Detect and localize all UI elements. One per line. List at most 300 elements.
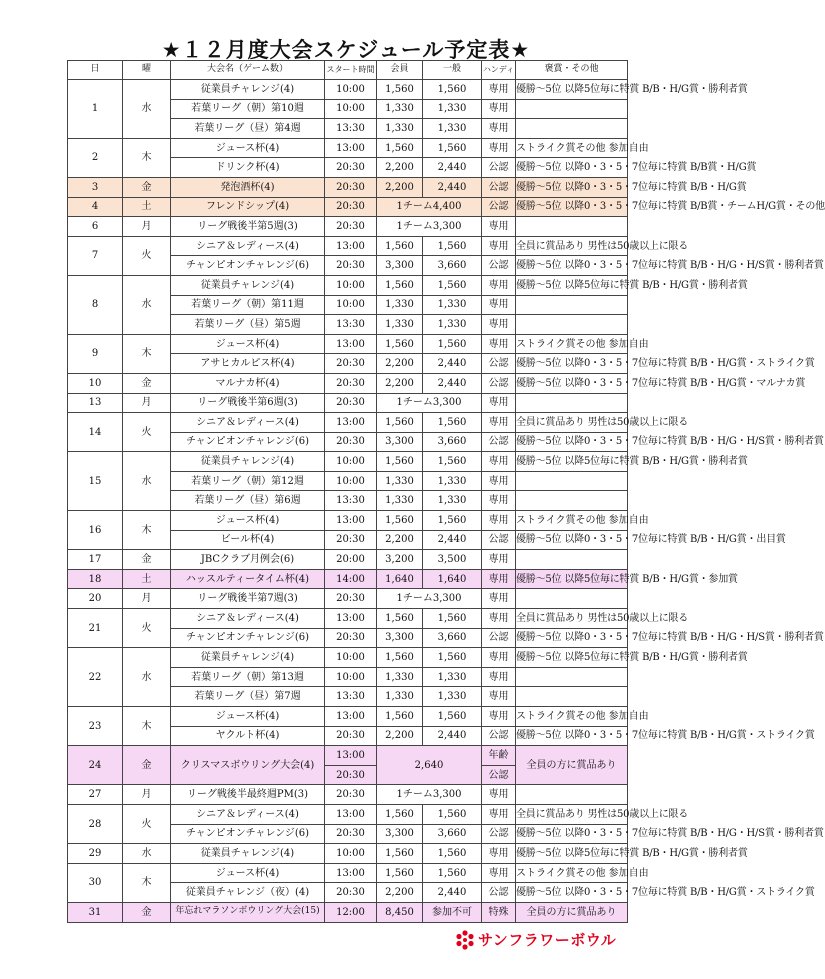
handicap: 公認 (482, 177, 516, 197)
table-row (68, 217, 628, 237)
weekday-cell: 水 (123, 844, 171, 864)
handicap: 専用 (482, 236, 516, 256)
event-name: シニア＆レディース(4) (171, 804, 325, 824)
event-name: JBCクラブ月例会(6) (171, 550, 325, 570)
general-fee: 1,330 (423, 687, 482, 707)
logo-text: サンフラワーボウル (478, 931, 617, 949)
handicap: 公認 (482, 256, 516, 276)
general-fee: 3,660 (423, 256, 482, 276)
member-fee: 1,560 (377, 413, 423, 433)
general-fee: 1,560 (423, 334, 482, 354)
prize: 優勝～5位 以降0・3・5・7位毎に特賞 B/B・H/G・H/S賞・勝利者賞 (516, 824, 628, 844)
general-fee: 1,330 (423, 471, 482, 491)
member-fee: 3,300 (377, 432, 423, 452)
day-cell: 20 (68, 589, 123, 609)
table-row (68, 569, 628, 589)
handicap: 専用 (482, 648, 516, 668)
prize: 優勝～5位 以降0・3・5・7位毎に特賞 B/B賞・H/G賞 (516, 158, 628, 178)
start-time: 20:30 (325, 726, 377, 746)
prize (516, 119, 628, 139)
day-cell: 16 (68, 511, 123, 550)
general-fee: 2,440 (423, 177, 482, 197)
member-fee: 1,560 (377, 804, 423, 824)
start-time: 10:00 (325, 844, 377, 864)
handicap: 専用 (482, 511, 516, 531)
prize: 優勝～5位 以降0・3・5・7位毎に特賞 B/B・H/G・H/S賞・勝利者賞 (516, 432, 628, 452)
table-row (68, 746, 628, 766)
handicap: 公認 (482, 354, 516, 374)
table-row (68, 236, 628, 256)
prize: 優勝～5位 以降0・3・5・7位毎に特賞 B/B・H/G賞・ストライク賞 (516, 883, 628, 903)
prize (516, 393, 628, 413)
weekday-cell: 木 (123, 707, 171, 746)
table-row (68, 511, 628, 531)
table-row (68, 707, 628, 727)
prize: 優勝～5位 以降0・3・5・7位毎に特賞 B/B・H/G賞・ストライク賞 (516, 726, 628, 746)
handicap: 専用 (482, 275, 516, 295)
day-cell: 6 (68, 217, 123, 237)
weekday-cell: 火 (123, 609, 171, 648)
prize (516, 99, 628, 119)
event-name: アサヒカルピス杯(4) (171, 354, 325, 374)
page-title: ★１２月度大会スケジュール予定表★ (161, 38, 531, 62)
weekday-cell: 火 (123, 413, 171, 452)
general-fee: 1,560 (423, 138, 482, 158)
event-name: リーグ戦後半第7週(3) (171, 589, 325, 609)
member-fee: 2,200 (377, 177, 423, 197)
day-cell: 10 (68, 373, 123, 393)
event-name: 発泡酒杯(4) (171, 177, 325, 197)
handicap: 専用 (482, 393, 516, 413)
start-time: 13:00 (325, 511, 377, 531)
weekday-cell: 火 (123, 236, 171, 275)
weekday-cell: 土 (123, 197, 171, 217)
sunflower-icon (455, 930, 475, 950)
handicap-2: 公認 (482, 765, 516, 785)
event-name: チャンピオンチャレンジ(6) (171, 628, 325, 648)
general-fee: 1,560 (423, 648, 482, 668)
prize: 全員に賞品あり 男性は50歳以上に限る (516, 804, 628, 824)
general-fee: 2,440 (423, 726, 482, 746)
general-fee: 1,560 (423, 452, 482, 472)
weekday-cell: 水 (123, 80, 171, 139)
handicap: 専用 (482, 550, 516, 570)
header-member: 会員 (377, 61, 423, 80)
start-time: 20:30 (325, 354, 377, 374)
handicap: 専用 (482, 589, 516, 609)
start-time: 13:00 (325, 804, 377, 824)
prize (516, 315, 628, 335)
general-fee: 2,440 (423, 354, 482, 374)
prize: 優勝～5位 以降0・3・5・7位毎に特賞 B/B・H/G・H/S賞・勝利者賞 (516, 628, 628, 648)
start-time: 13:30 (325, 119, 377, 139)
event-name: シニア＆レディース(4) (171, 609, 325, 629)
weekday-cell: 金 (123, 177, 171, 197)
start-time: 10:00 (325, 452, 377, 472)
prize: 全員に賞品あり 男性は50歳以上に限る (516, 413, 628, 433)
weekday-cell: 月 (123, 217, 171, 237)
day-cell: 24 (68, 746, 123, 785)
day-cell: 23 (68, 707, 123, 746)
start-time: 13:30 (325, 315, 377, 335)
start-time: 13:00 (325, 609, 377, 629)
prize: ストライク賞その他 参加自由 (516, 334, 628, 354)
general-fee: 1,330 (423, 99, 482, 119)
handicap: 年齢 (482, 746, 516, 766)
member-fee: 1,560 (377, 236, 423, 256)
start-time: 13:00 (325, 707, 377, 727)
handicap: 専用 (482, 80, 516, 100)
member-fee: 3,300 (377, 256, 423, 276)
general-fee: 1,560 (423, 609, 482, 629)
table-row (68, 648, 628, 668)
handicap: 公認 (482, 726, 516, 746)
event-name: 若葉リーグ（朝）第10週 (171, 99, 325, 119)
start-time: 13:00 (325, 863, 377, 883)
day-cell: 2 (68, 138, 123, 177)
table-row (68, 902, 628, 922)
weekday-cell: 月 (123, 393, 171, 413)
handicap: 専用 (482, 217, 516, 237)
handicap: 専用 (482, 334, 516, 354)
table-row (68, 413, 628, 433)
prize: 優勝～5位 以降0・3・5・7位毎に特賞 B/B賞・チームH/G賞・その他 (516, 197, 628, 217)
schedule-table (67, 60, 825, 923)
header-row (68, 61, 628, 80)
general-fee: 1,330 (423, 491, 482, 511)
general-fee: 1,330 (423, 667, 482, 687)
prize: 全員の方に賞品あり (516, 902, 628, 922)
start-time: 20:30 (325, 530, 377, 550)
general-fee: 1,330 (423, 119, 482, 139)
day-cell: 1 (68, 80, 123, 139)
member-fee: 1,330 (377, 471, 423, 491)
handicap: 専用 (482, 863, 516, 883)
start-time: 20:00 (325, 550, 377, 570)
start-time: 13:00 (325, 236, 377, 256)
day-cell: 8 (68, 275, 123, 334)
handicap: 専用 (482, 99, 516, 119)
prize: ストライク賞その他 参加自由 (516, 511, 628, 531)
event-name: 従業員チャレンジ(4) (171, 844, 325, 864)
prize (516, 687, 628, 707)
start-time: 10:00 (325, 471, 377, 491)
member-fee: 1,560 (377, 275, 423, 295)
start-time: 10:00 (325, 648, 377, 668)
event-name: ジュース杯(4) (171, 511, 325, 531)
member-fee: 3,300 (377, 628, 423, 648)
event-name: ジュース杯(4) (171, 863, 325, 883)
member-fee: 1,560 (377, 80, 423, 100)
event-name: リーグ戦後半第6週(3) (171, 393, 325, 413)
event-name: 若葉リーグ（朝）第11週 (171, 295, 325, 315)
start-time: 14:00 (325, 569, 377, 589)
start-time: 20:30 (325, 432, 377, 452)
member-fee: 1,560 (377, 609, 423, 629)
team-fee: 1チーム3,300 (377, 393, 482, 413)
general-fee: 1,560 (423, 511, 482, 531)
start-time: 13:30 (325, 687, 377, 707)
general-fee: 1,560 (423, 863, 482, 883)
day-cell: 7 (68, 236, 123, 275)
day-cell: 17 (68, 550, 123, 570)
event-name: 従業員チャレンジ（夜）(4) (171, 883, 325, 903)
weekday-cell: 木 (123, 334, 171, 373)
weekday-cell: 水 (123, 275, 171, 334)
general-fee: 1,330 (423, 295, 482, 315)
general-fee: 2,440 (423, 158, 482, 178)
handicap: 公認 (482, 373, 516, 393)
event-name: チャンピオンチャレンジ(6) (171, 432, 325, 452)
prize (516, 550, 628, 570)
prize (516, 667, 628, 687)
general-fee: 3,660 (423, 824, 482, 844)
table-row (68, 197, 628, 217)
table-row (68, 373, 628, 393)
start-time: 13:00 (325, 334, 377, 354)
handicap: 専用 (482, 687, 516, 707)
member-fee: 1,330 (377, 99, 423, 119)
handicap: 専用 (482, 119, 516, 139)
event-name: リーグ戦後半第5週(3) (171, 217, 325, 237)
start-time-2: 20:30 (325, 765, 377, 785)
weekday-cell: 土 (123, 569, 171, 589)
member-fee: 2,200 (377, 726, 423, 746)
start-time: 20:30 (325, 177, 377, 197)
event-name: ビール杯(4) (171, 530, 325, 550)
prize: ストライク賞その他 参加自由 (516, 863, 628, 883)
header-weekday: 曜 (123, 61, 171, 80)
handicap: 専用 (482, 667, 516, 687)
weekday-cell: 木 (123, 138, 171, 177)
handicap: 専用 (482, 569, 516, 589)
start-time: 20:30 (325, 197, 377, 217)
prize: 優勝～5位 以降0・3・5・7位毎に特賞 B/B・H/G・H/S賞・勝利者賞 (516, 256, 628, 276)
event-name: ジュース杯(4) (171, 707, 325, 727)
header-day: 日 (68, 61, 123, 80)
weekday-cell: 金 (123, 550, 171, 570)
event-name: 従業員チャレンジ(4) (171, 452, 325, 472)
event-name: クリスマスボウリング大会(4) (171, 746, 325, 785)
member-fee: 1,640 (377, 569, 423, 589)
day-cell: 29 (68, 844, 123, 864)
member-fee: 1,560 (377, 648, 423, 668)
general-fee: 2,440 (423, 530, 482, 550)
member-fee: 1,330 (377, 295, 423, 315)
day-cell: 3 (68, 177, 123, 197)
table-row (68, 844, 628, 864)
weekday-cell: 月 (123, 589, 171, 609)
general-fee: 1,560 (423, 236, 482, 256)
prize (516, 217, 628, 237)
weekday-cell: 木 (123, 511, 171, 550)
general-fee: 3,660 (423, 432, 482, 452)
event-name: 若葉リーグ（昼）第5週 (171, 315, 325, 335)
table-row (68, 80, 628, 100)
start-time: 10:00 (325, 275, 377, 295)
handicap: 専用 (482, 315, 516, 335)
general-fee: 2,440 (423, 883, 482, 903)
handicap: 公認 (482, 824, 516, 844)
general-fee: 参加不可 (423, 902, 482, 922)
start-time: 20:30 (325, 824, 377, 844)
day-cell: 21 (68, 609, 123, 648)
general-fee: 2,440 (423, 373, 482, 393)
general-fee: 1,560 (423, 804, 482, 824)
start-time: 13:30 (325, 491, 377, 511)
general-fee: 1,640 (423, 569, 482, 589)
table-row (68, 138, 628, 158)
start-time: 20:30 (325, 628, 377, 648)
day-cell: 31 (68, 902, 123, 922)
member-fee: 8,450 (377, 902, 423, 922)
start-time: 20:30 (325, 158, 377, 178)
header-prize: 褒賞・その他 (516, 61, 628, 80)
day-cell: 15 (68, 452, 123, 511)
table-row (68, 589, 628, 609)
start-time: 10:00 (325, 80, 377, 100)
handicap: 専用 (482, 785, 516, 805)
member-fee: 2,200 (377, 158, 423, 178)
prize (516, 295, 628, 315)
handicap: 専用 (482, 804, 516, 824)
event-name: シニア＆レディース(4) (171, 236, 325, 256)
event-name: チャンピオンチャレンジ(6) (171, 824, 325, 844)
event-name: 若葉リーグ（昼）第4週 (171, 119, 325, 139)
handicap: 公認 (482, 883, 516, 903)
day-cell: 18 (68, 569, 123, 589)
prize: 優勝～5位 以降5位毎に特賞 B/B・H/G賞・勝利者賞 (516, 275, 628, 295)
event-name: シニア＆レディース(4) (171, 413, 325, 433)
start-time: 20:30 (325, 256, 377, 276)
member-fee: 2,200 (377, 354, 423, 374)
event-name: ハッスルティータイム杯(4) (171, 569, 325, 589)
table-row (68, 609, 628, 629)
weekday-cell: 水 (123, 648, 171, 707)
prize: 優勝～5位 以降5位毎に特賞 B/B・H/G賞・参加賞 (516, 569, 628, 589)
table-row (68, 863, 628, 883)
event-name: 若葉リーグ（朝）第13週 (171, 667, 325, 687)
weekday-cell: 金 (123, 746, 171, 785)
handicap: 公認 (482, 432, 516, 452)
event-name: 年忘れマラソンボウリング大会(15) (171, 902, 325, 922)
start-time: 13:00 (325, 746, 377, 766)
prize: 全員に賞品あり 男性は50歳以上に限る (516, 236, 628, 256)
member-fee: 3,300 (377, 824, 423, 844)
day-cell: 13 (68, 393, 123, 413)
general-fee: 1,330 (423, 315, 482, 335)
member-fee: 1,330 (377, 315, 423, 335)
weekday-cell: 月 (123, 785, 171, 805)
handicap: 専用 (482, 452, 516, 472)
event-name: ヤクルト杯(4) (171, 726, 325, 746)
table-row (68, 804, 628, 824)
prize (516, 471, 628, 491)
event-name: ジュース杯(4) (171, 138, 325, 158)
prize: ストライク賞その他 参加自由 (516, 707, 628, 727)
event-name: 若葉リーグ（昼）第7週 (171, 687, 325, 707)
table-row (68, 452, 628, 472)
member-fee: 3,200 (377, 550, 423, 570)
prize: 優勝～5位 以降5位毎に特賞 B/B・H/G賞・勝利者賞 (516, 80, 628, 100)
handicap: 専用 (482, 138, 516, 158)
prize (516, 589, 628, 609)
prize: 優勝～5位 以降5位毎に特賞 B/B・H/G賞・勝利者賞 (516, 452, 628, 472)
member-fee: 1,330 (377, 119, 423, 139)
member-fee: 1,560 (377, 334, 423, 354)
day-cell: 9 (68, 334, 123, 373)
member-fee: 1,330 (377, 667, 423, 687)
start-time: 12:00 (325, 902, 377, 922)
general-fee: 1,560 (423, 844, 482, 864)
member-fee: 1,560 (377, 707, 423, 727)
table-row (68, 275, 628, 295)
member-fee: 1,560 (377, 863, 423, 883)
handicap: 公認 (482, 197, 516, 217)
handicap: 公認 (482, 628, 516, 648)
event-name: フレンドシップ(4) (171, 197, 325, 217)
prize (516, 785, 628, 805)
handicap: 専用 (482, 491, 516, 511)
member-fee: 1,330 (377, 491, 423, 511)
prize: 優勝～5位 以降0・3・5・7位毎に特賞 B/B・H/G賞・マルナカ賞 (516, 373, 628, 393)
event-name: ドリンク杯(4) (171, 158, 325, 178)
prize: 全員の方に賞品あり (516, 746, 628, 785)
prize: ストライク賞その他 参加自由 (516, 138, 628, 158)
event-name: チャンピオンチャレンジ(6) (171, 256, 325, 276)
start-time: 10:00 (325, 295, 377, 315)
member-fee: 1,560 (377, 511, 423, 531)
handicap: 専用 (482, 471, 516, 491)
event-name: ジュース杯(4) (171, 334, 325, 354)
event-name: 従業員チャレンジ(4) (171, 80, 325, 100)
table-row (68, 334, 628, 354)
sunflower-bowl-logo (455, 929, 616, 950)
event-name: 若葉リーグ（昼）第6週 (171, 491, 325, 511)
member-fee: 1,560 (377, 844, 423, 864)
team-fee: 1チーム4,400 (377, 197, 482, 217)
header-handicap: ハンディ (482, 61, 516, 80)
handicap: 専用 (482, 295, 516, 315)
general-fee: 1,560 (423, 275, 482, 295)
start-time: 13:00 (325, 138, 377, 158)
event-name: マルナカ杯(4) (171, 373, 325, 393)
start-time: 20:30 (325, 393, 377, 413)
handicap: 専用 (482, 707, 516, 727)
event-name: 若葉リーグ（朝）第12週 (171, 471, 325, 491)
prize: 優勝～5位 以降0・3・5・7位毎に特賞 B/B・H/G賞・ストライク賞 (516, 354, 628, 374)
general-fee: 1,560 (423, 707, 482, 727)
handicap: 専用 (482, 609, 516, 629)
header-start: スタート時間 (325, 61, 377, 80)
table-row (68, 550, 628, 570)
handicap: 特殊 (482, 902, 516, 922)
header-name: 大会名（ゲーム数） (171, 61, 325, 80)
day-cell: 22 (68, 648, 123, 707)
general-fee: 3,660 (423, 628, 482, 648)
start-time: 20:30 (325, 217, 377, 237)
handicap: 公認 (482, 530, 516, 550)
weekday-cell: 金 (123, 373, 171, 393)
weekday-cell: 木 (123, 863, 171, 902)
prize: 優勝～5位 以降0・3・5・7位毎に特賞 B/B・H/G賞 (516, 177, 628, 197)
handicap: 専用 (482, 413, 516, 433)
weekday-cell: 水 (123, 452, 171, 511)
table-row (68, 785, 628, 805)
member-fee: 1,330 (377, 687, 423, 707)
prize: 全員に賞品あり 男性は50歳以上に限る (516, 609, 628, 629)
table-row (68, 393, 628, 413)
